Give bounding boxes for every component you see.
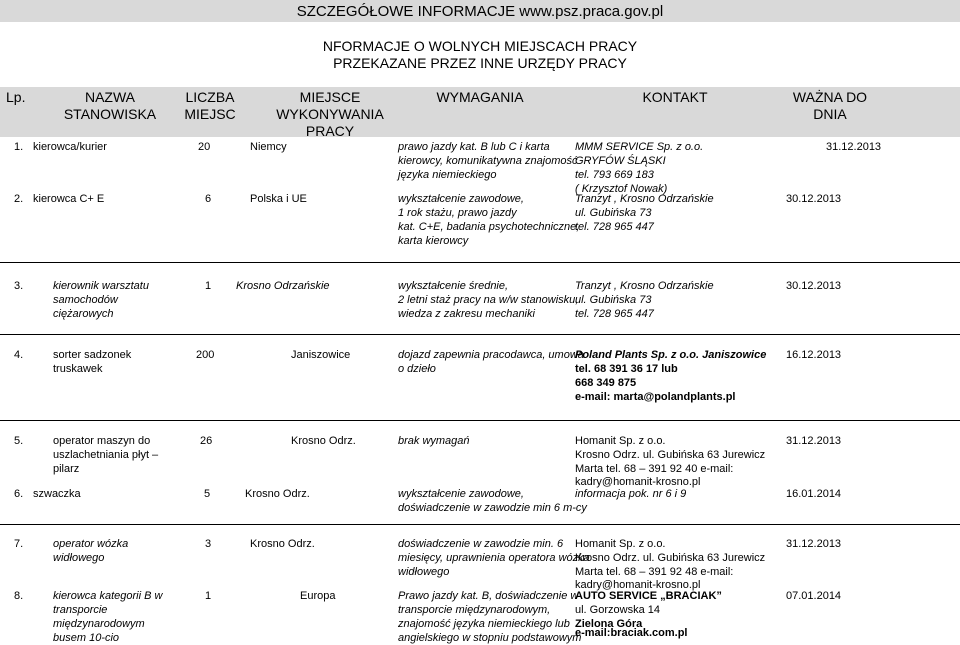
row-name: widłowego [53, 552, 105, 564]
row-lp: 4. [14, 349, 24, 361]
row-count: 6 [205, 193, 212, 205]
row-contact: Homanit Sp. z o.o. [575, 538, 666, 550]
row-name: uszlachetniania płyt – [53, 449, 159, 461]
row-lp: 5. [14, 435, 24, 447]
row-count: 200 [196, 349, 215, 361]
row-contact: MMM SERVICE Sp. z o.o. [575, 141, 704, 153]
row-place: Janiszowice [291, 349, 351, 361]
row-req: brak wymagań [398, 435, 470, 447]
row-name: sorter sadzonek [53, 349, 132, 361]
row-divider [0, 262, 960, 263]
email-link[interactable]: e-mail: marta@polandplants.pl [575, 391, 736, 403]
row-valid: 31.12.2013 [786, 538, 842, 550]
row-contact: Zielona Góra [575, 618, 643, 630]
row-contact: Poland Plants Sp. z o.o. Janiszowice [575, 349, 767, 361]
row-contact: tel. 728 965 447 [575, 221, 654, 233]
row-req: Prawo jazdy kat. B, doświadczenie w [398, 590, 579, 602]
row-req: wykształcenie średnie, [398, 280, 509, 292]
row-contact: GRYFÓW ŚLĄSKI [575, 155, 666, 167]
row-req: znajomość języka niemieckiego lub [398, 618, 570, 630]
row-lp: 6. [14, 488, 24, 500]
row-count: 26 [200, 435, 213, 447]
row-count: 5 [204, 488, 211, 500]
row-req: karta kierowcy [398, 235, 469, 247]
page-title: SZCZEGÓŁOWE INFORMACJE www.psz.praca.gov.pl [296, 3, 664, 20]
row-count: 1 [205, 590, 212, 602]
col-contact: KONTAKT [642, 89, 708, 105]
col-name-2: STANOWISKA [63, 106, 157, 122]
row-contact: ( Krzysztof Nowak) [575, 183, 668, 195]
row-name: kierowca C+ E [33, 193, 105, 205]
col-place-2: WYKONYWANIA [276, 106, 384, 122]
row-contact: tel. 68 391 36 17 lub [575, 363, 678, 375]
row-name: kierowca/kurier [33, 141, 107, 153]
row-contact: Krosno Odrz. ul. Gubińska 63 Jurewicz [575, 552, 766, 564]
row-req: kat. C+E, badania psychotechniczne, [398, 221, 580, 233]
email-link[interactable]: e-mail:braciak.com.pl [575, 627, 688, 639]
row-req: doświadczenie w zawodzie min 6 m-cy [398, 502, 587, 514]
row-valid: 16.01.2014 [786, 488, 842, 500]
col-place-1: MIEJSCE [299, 89, 361, 105]
col-name-1: NAZWA [84, 89, 136, 105]
row-contact: Marta tel. 68 – 391 92 48 e-mail: [575, 566, 734, 578]
row-name: operator maszyn do [53, 435, 151, 447]
row-req: kierowcy, komunikatywna znajomość [398, 155, 578, 167]
row-place: Krosno Odrz. [245, 488, 310, 500]
row-valid: 31.12.2013 [826, 141, 882, 153]
row-name: kierowca kategorii B w [53, 590, 163, 602]
row-req: wiedza z zakresu mechaniki [398, 308, 535, 320]
row-contact: ul. Gubińska 73 [575, 294, 652, 306]
row-req: dojazd zapewnia pracodawca, umowa [398, 349, 584, 361]
row-count: 1 [205, 280, 212, 292]
row-req: angielskiego w stopniu podstawowym [398, 632, 582, 644]
row-valid: 07.01.2014 [786, 590, 842, 602]
row-contact: Tranzyt , Krosno Odrzańskie [575, 193, 714, 205]
row-place: Krosno Odrzańskie [236, 280, 330, 292]
row-valid: 16.12.2013 [786, 349, 842, 361]
row-req: 1 rok stażu, prawo jazdy [398, 207, 517, 219]
row-place: Niemcy [250, 141, 287, 153]
email-link[interactable]: kadry@homanit-krosno.pl [575, 579, 701, 591]
row-req: prawo jazdy kat. B lub C i karta [398, 141, 550, 153]
row-req: 2 letni staż pracy na w/w stanowisku, [398, 294, 579, 306]
row-contact: ul. Gorzowska 14 [575, 604, 660, 616]
col-place-3: PRACY [305, 123, 355, 139]
subtitle-2: PRZEKAZANE PRZEZ INNE URZĘDY PRACY [333, 55, 627, 71]
row-lp: 8. [14, 590, 24, 602]
subtitle-1: NFORMACJE O WOLNYCH MIEJSCACH PRACY [322, 38, 638, 54]
row-divider [0, 334, 960, 335]
row-lp: 1. [14, 141, 24, 153]
row-req: miesięcy, uprawnienia operatora wózka [398, 552, 590, 564]
row-contact: ul. Gubińska 73 [575, 207, 652, 219]
row-req: transporcie międzynarodowym, [398, 604, 551, 616]
row-req: wykształcenie zawodowe, [398, 488, 524, 500]
row-contact: informacja pok. nr 6 i 9 [575, 488, 687, 500]
row-req: języka niemieckiego [398, 169, 497, 181]
col-valid-2: DNIA [813, 106, 847, 122]
row-place: Krosno Odrz. [250, 538, 315, 550]
row-valid: 31.12.2013 [786, 435, 842, 447]
col-lp: Lp. [6, 89, 26, 105]
row-name: międzynarodowym [53, 618, 145, 630]
row-lp: 2. [14, 193, 24, 205]
col-count-1: LICZBA [185, 89, 235, 105]
row-name: operator wózka [53, 538, 129, 550]
row-place: Europa [300, 590, 336, 602]
row-contact: Krosno Odrz. ul. Gubińska 63 Jurewicz [575, 449, 766, 461]
row-place: Krosno Odrz. [291, 435, 356, 447]
row-req: o dzieło [398, 363, 436, 375]
row-count: 3 [205, 538, 212, 550]
row-req: widłowego [398, 566, 450, 578]
col-count-2: MIEJSC [184, 106, 236, 122]
col-valid-1: WAŻNA DO [792, 89, 868, 105]
col-requirements: WYMAGANIA [436, 89, 524, 105]
row-name: pilarz [53, 463, 80, 475]
row-contact: 668 349 875 [575, 377, 637, 389]
row-contact: tel. 793 669 183 [575, 169, 654, 181]
row-contact: AUTO SERVICE „BRACIAK” [575, 590, 722, 602]
row-name: samochodów [53, 294, 118, 306]
row-valid: 30.12.2013 [786, 280, 842, 292]
row-place: Polska i UE [250, 193, 307, 205]
row-name: transporcie [53, 604, 108, 616]
row-name: szwaczka [33, 488, 81, 500]
row-req: wykształcenie zawodowe, [398, 193, 524, 205]
row-name: ciężarowych [53, 308, 114, 320]
row-name: kierownik warsztatu [53, 280, 149, 292]
row-contact: tel. 728 965 447 [575, 308, 654, 320]
row-lp: 7. [14, 538, 24, 550]
row-contact: Homanit Sp. z o.o. [575, 435, 666, 447]
row-req: doświadczenie w zawodzie min. 6 [398, 538, 564, 550]
row-contact: Marta tel. 68 – 391 92 40 e-mail: [575, 463, 734, 475]
row-valid: 30.12.2013 [786, 193, 842, 205]
row-contact: Tranzyt , Krosno Odrzańskie [575, 280, 714, 292]
row-name: busem 10-cio [53, 632, 120, 644]
email-link[interactable]: kadry@homanit-krosno.pl [575, 476, 701, 488]
row-divider [0, 420, 960, 421]
row-name: truskawek [53, 363, 103, 375]
row-count: 20 [198, 141, 211, 153]
row-divider [0, 524, 960, 525]
row-lp: 3. [14, 280, 24, 292]
